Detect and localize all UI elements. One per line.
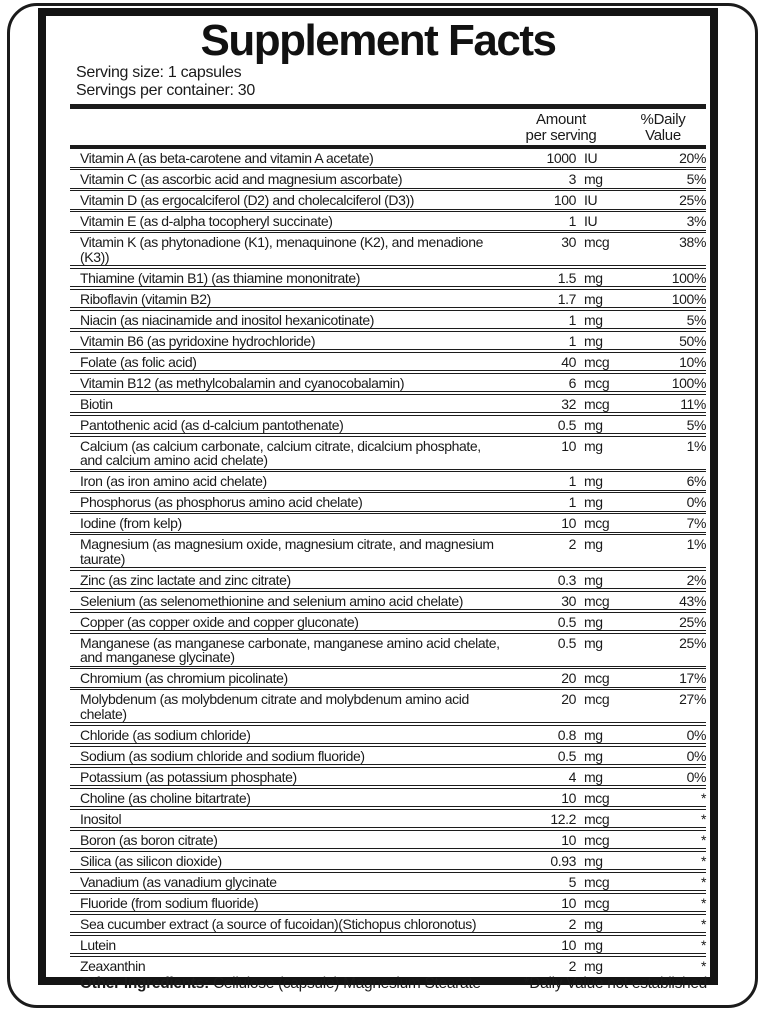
other-ingredients-label: Other Ingredients: [80, 975, 209, 992]
row-daily-value: 7% [686, 515, 706, 531]
row-unit: mg [584, 936, 603, 953]
table-row [70, 535, 706, 567]
row-amount: 1 [568, 213, 576, 229]
row-amount: 10 [561, 894, 576, 911]
row-nutrient-name: Folate (as folic acid) [80, 353, 197, 370]
table-row [70, 493, 706, 511]
row-daily-value: * [700, 831, 706, 848]
row-amount: 5 [568, 873, 576, 890]
row-amount: 0.5 [557, 613, 576, 630]
row-amount: 2 [568, 536, 576, 552]
row-daily-value: 20% [679, 150, 706, 166]
row-daily-value: 10% [679, 353, 706, 370]
row-daily-value: * [700, 936, 706, 953]
row-unit: mcg [584, 353, 610, 370]
row-nutrient-name: Biotin [80, 395, 113, 412]
row-daily-value: 2% [686, 571, 706, 588]
table-row [70, 852, 706, 870]
row-amount: 40 [561, 353, 576, 370]
row-unit: mcg [584, 395, 610, 412]
row-amount: 30 [561, 592, 576, 609]
row-daily-value: * [700, 894, 706, 911]
row-nutrient-name: Niacin (as niacinamide and inositol hexanicotinate) [80, 311, 374, 328]
row-nutrient-name: Manganese (as manganese carbonate, manganese amino acid chelate, and manganese glycinate) [80, 634, 500, 665]
row-amount: 2 [568, 915, 576, 932]
row-amount: 1 [568, 332, 576, 349]
row-daily-value: 1% [686, 536, 706, 552]
row-unit: mcg [584, 873, 610, 890]
row-nutrient-name: Vitamin D (as ergocalciferol (D2) and cholecalciferol (D3)) [80, 192, 415, 208]
row-daily-value: 3% [686, 213, 706, 229]
row-daily-value: 25% [679, 634, 706, 651]
row-amount: 0.5 [557, 416, 576, 433]
row-amount: 100 [553, 192, 576, 208]
row-daily-value: 0% [686, 768, 706, 785]
row-nutrient-name: Iodine (from kelp) [80, 515, 182, 531]
row-unit: mg [584, 613, 603, 630]
row-amount: 4 [568, 768, 576, 785]
table-row [70, 690, 706, 722]
other-ingredients-text: Cellulose (capsule) Magnesium Stearate [208, 975, 481, 992]
row-unit: IU [584, 150, 598, 166]
row-amount: 0.8 [557, 726, 576, 743]
row-nutrient-name: Chromium (as chromium picolinate) [80, 670, 288, 686]
row-nutrient-name: Vitamin B6 (as pyridoxine hydrochloride) [80, 332, 316, 349]
table-row [70, 592, 706, 610]
column-header-amount [502, 112, 620, 143]
table-row [70, 894, 706, 912]
row-unit: mg [584, 332, 603, 349]
row-daily-value: 0% [686, 494, 706, 510]
row-daily-value: 25% [679, 613, 706, 630]
row-amount: 3 [568, 171, 576, 187]
row-nutrient-name: Zeaxanthin [80, 957, 146, 974]
row-daily-value: 27% [679, 691, 706, 707]
table-row [70, 233, 706, 265]
row-nutrient-name: Inositol [80, 810, 122, 827]
row-amount: 20 [561, 691, 576, 707]
row-amount: 2 [568, 957, 576, 974]
serving-size: Serving size: 1 capsules [76, 64, 242, 81]
row-amount: 10 [561, 936, 576, 953]
row-daily-value: 11% [680, 395, 706, 412]
row-unit: mg [584, 536, 603, 552]
row-nutrient-name: Potassium (as potassium phosphate) [80, 768, 297, 785]
row-daily-value: 1% [686, 437, 706, 454]
row-unit: mcg [584, 515, 610, 531]
table-row [70, 613, 706, 631]
row-unit: mg [584, 494, 603, 510]
table-row [70, 269, 706, 287]
column-header-daily-value [620, 112, 706, 143]
row-nutrient-name: Vitamin B12 (as methylcobalamin and cyanocobalamin) [80, 374, 405, 391]
table-row [70, 873, 706, 891]
table-row [70, 514, 706, 532]
row-daily-value: 5% [686, 416, 706, 433]
row-unit: mg [584, 634, 603, 651]
servings-per-container: Servings per container: 30 [76, 82, 255, 99]
row-nutrient-name: Zinc (as zinc lactate and zinc citrate) [80, 571, 291, 588]
row-unit: mg [584, 747, 603, 764]
row-nutrient-name: Pantothenic acid (as d-calcium pantothenate) [80, 416, 344, 433]
row-amount: 0.93 [550, 852, 576, 869]
table-row [70, 669, 706, 687]
column-header-dv-line1: %Daily [640, 111, 686, 128]
row-nutrient-name: Vitamin A (as beta-carotene and vitamin A acetate) [80, 150, 374, 166]
row-daily-value: 5% [686, 171, 706, 187]
table-row [70, 374, 706, 392]
row-amount: 10 [561, 789, 576, 806]
table-row [70, 353, 706, 371]
row-amount: 1.7 [557, 290, 576, 307]
supplement-facts-panel [38, 8, 718, 985]
row-amount: 0.5 [557, 634, 576, 651]
row-amount: 20 [561, 670, 576, 686]
row-daily-value: * [700, 810, 706, 827]
row-nutrient-name: Fluoride (from sodium fluoride) [80, 894, 259, 911]
row-unit: mg [584, 915, 603, 932]
row-nutrient-name: Riboflavin (vitamin B2) [80, 290, 211, 307]
row-unit: mcg [584, 894, 610, 911]
row-unit: IU [584, 213, 598, 229]
row-amount: 10 [561, 437, 576, 454]
table-row [70, 915, 706, 933]
table-row [70, 634, 706, 666]
row-amount: 12.2 [550, 810, 576, 827]
row-unit: mg [584, 571, 603, 588]
row-daily-value: 17% [679, 670, 706, 686]
row-unit: mcg [584, 670, 610, 686]
table-row [70, 571, 706, 589]
row-unit: mg [584, 768, 603, 785]
table-row [70, 957, 706, 975]
table-row [70, 437, 706, 469]
table-row [70, 170, 706, 188]
row-daily-value: 43% [679, 592, 706, 609]
row-daily-value: 0% [686, 747, 706, 764]
other-ingredients [80, 975, 481, 993]
row-nutrient-name: Vitamin E (as d-alpha tocopheryl succinate) [80, 213, 333, 229]
row-amount: 32 [561, 395, 576, 412]
row-nutrient-name: Vitamin C (as ascorbic acid and magnesium ascorbate) [80, 171, 403, 187]
row-unit: mcg [584, 374, 610, 391]
table-row [70, 395, 706, 413]
row-daily-value: 100% [671, 269, 706, 286]
label-footer [80, 975, 707, 993]
row-daily-value: 6% [686, 473, 706, 489]
row-amount: 6 [568, 374, 576, 391]
serving-info [46, 64, 710, 100]
row-daily-value: 25% [679, 192, 706, 208]
row-unit: mcg [584, 789, 610, 806]
row-unit: mg [584, 290, 603, 307]
row-daily-value: 100% [671, 290, 706, 307]
row-nutrient-name: Sea cucumber extract (a source of fucoidan)(Stichopus chloronotus) [80, 915, 477, 932]
row-amount: 0.5 [557, 747, 576, 764]
row-daily-value: * [700, 915, 706, 932]
column-header-spacer [70, 112, 502, 143]
row-amount: 30 [561, 234, 576, 250]
dv-footnote: *Daily Value not established [523, 975, 707, 992]
row-unit: mg [584, 957, 603, 974]
row-amount: 1.5 [557, 269, 576, 286]
table-row [70, 726, 706, 744]
row-amount: 1 [568, 311, 576, 328]
row-amount: 10 [561, 831, 576, 848]
row-nutrient-name: Sodium (as sodium chloride and sodium fluoride) [80, 747, 365, 764]
table-row [70, 810, 706, 828]
column-headers [70, 112, 706, 143]
facts-table-body [70, 149, 706, 974]
row-unit: mg [584, 269, 603, 286]
row-unit: mg [584, 473, 603, 489]
table-row [70, 212, 706, 230]
row-unit: mg [584, 852, 603, 869]
row-daily-value: * [700, 789, 706, 806]
row-daily-value: 0% [686, 726, 706, 743]
column-header-dv-line2: Value [645, 126, 681, 144]
row-nutrient-name: Copper (as copper oxide and copper gluconate) [80, 613, 359, 630]
row-nutrient-name: Iron (as iron amino acid chelate) [80, 473, 267, 489]
row-nutrient-name: Calcium (as calcium carbonate, calcium citrate, dicalcium phosphate, and calcium amino acid chelate) [80, 437, 481, 468]
table-row [70, 472, 706, 490]
row-nutrient-name: Chloride (as sodium chloride) [80, 726, 251, 743]
row-nutrient-name: Silica (as silicon dioxide) [80, 852, 222, 869]
row-nutrient-name: Choline (as choline bitartrate) [80, 789, 251, 806]
table-row [70, 191, 706, 209]
table-row [70, 332, 706, 350]
row-unit: mg [584, 437, 603, 454]
row-unit: mcg [584, 234, 610, 250]
column-header-amount-line1: Amount [536, 111, 586, 128]
table-row [70, 831, 706, 849]
row-nutrient-name: Lutein [80, 936, 116, 953]
row-daily-value: * [700, 957, 706, 974]
row-nutrient-name: Vitamin K (as phytonadione (K1), menaquinone (K2), and menadione (K3)) [80, 234, 483, 265]
row-nutrient-name: Phosphorus (as phosphorus amino acid chelate) [80, 494, 363, 510]
row-unit: mcg [584, 810, 610, 827]
row-daily-value: 38% [679, 234, 706, 250]
row-unit: mg [584, 311, 603, 328]
row-amount: 10 [561, 515, 576, 531]
row-unit: mcg [584, 691, 610, 707]
table-row [70, 747, 706, 765]
row-unit: mg [584, 171, 603, 187]
row-unit: mcg [584, 831, 610, 848]
row-nutrient-name: Magnesium (as magnesium oxide, magnesium citrate, and magnesium taurate) [80, 536, 494, 567]
table-row [70, 416, 706, 434]
row-daily-value: 5% [686, 311, 706, 328]
row-daily-value: 100% [671, 374, 706, 391]
table-row [70, 290, 706, 308]
row-amount: 1 [568, 494, 576, 510]
table-row [70, 311, 706, 329]
row-nutrient-name: Thiamine (vitamin B1) (as thiamine mononitrate) [80, 269, 360, 286]
row-unit: mcg [584, 592, 610, 609]
row-daily-value: * [700, 852, 706, 869]
row-nutrient-name: Boron (as boron citrate) [80, 831, 218, 848]
header-bar-top [70, 104, 706, 109]
row-daily-value: * [700, 873, 706, 890]
table-row [70, 789, 706, 807]
column-header-amount-line2: per serving [525, 126, 597, 144]
row-nutrient-name: Molybdenum (as molybdenum citrate and molybdenum amino acid chelate) [80, 691, 469, 722]
row-amount: 0.3 [557, 571, 576, 588]
row-unit: mg [584, 416, 603, 433]
row-nutrient-name: Selenium (as selenomethionine and selenium amino acid chelate) [80, 592, 463, 609]
row-unit: mg [584, 726, 603, 743]
table-row [70, 149, 706, 167]
row-amount: 1000 [546, 150, 576, 166]
row-amount: 1 [568, 473, 576, 489]
row-nutrient-name: Vanadium (as vanadium glycinate [80, 873, 277, 890]
row-daily-value: 50% [679, 332, 706, 349]
panel-title: Supplement Facts [200, 16, 556, 65]
row-unit: IU [584, 192, 598, 208]
table-row [70, 936, 706, 954]
table-row [70, 768, 706, 786]
